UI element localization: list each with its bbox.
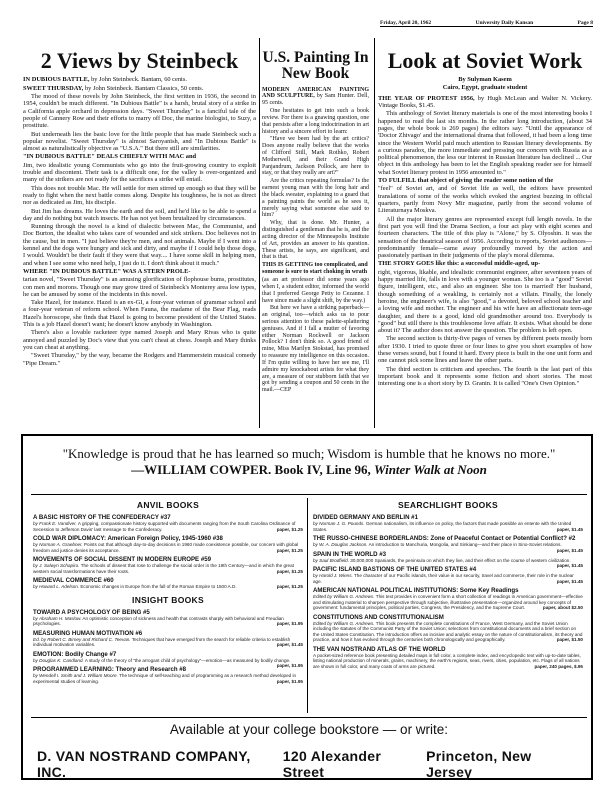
book-title: DIVIDED GERMANY AND BERLIN #1 (313, 514, 418, 521)
quote-work: Winter Walk at Noon (374, 462, 487, 478)
book-summary: The character of our Pacific islands, their value in our security, travel and commerce, their role in the nuclear age. (313, 573, 574, 584)
book-title: PROGRAMMED LEARNING: Theory and Research #8 (33, 666, 187, 673)
insight-books-list (33, 609, 303, 685)
book-description (33, 521, 303, 532)
series-heading: INSIGHT BOOKS (132, 594, 204, 605)
book-summary: This text provides in convenient form a short collection of readings in American government—effective and stimulating material to sharpen perspective through subjective, illustrative presentation—organized around key concepts of government: fundamental principles, political parties, Congress, the Presidency, and the Supreme Court. (313, 594, 583, 610)
book-summary: A pocket-sized reference book presenting detailed maps in full color, a complete index, and encyclopedic text with up-to-date tables, listing national production of minerals, grains, machinery, the earth's regions, seas, rivers, cities, population, etc. Flags of all nations are shown in full color, and many coats of arms are pictured. (313, 652, 581, 669)
paragraph: The mood of these novels by John Steinbeck, the first written in 1936, the second in 1954, couldn't be much different. "In Dubious Battle" is a harsh, brutal story of a strike in a California apple orchard in depression days. "Sweet Thursday" is a fanciful tale of the people of Cannery Row and their efforts to marry off Doc, the marine biologist, to Suzy, a prostitute. (23, 93, 256, 130)
subhead: THIS IS GETTING too complicated, and someone is sure to start choking in wrath (262, 262, 368, 276)
quote-attribution: —WILLIAM COWPER. Book IV, Line 96, (131, 462, 374, 478)
paragraph: "Have we been had by the art critics? Does anyone really believe that the works of Clifford Still, Mark Rothko, Robert Motherwell, and their Grand High Panjandrum, Jackson Pollock, are here to stay, or that they really are art?" (262, 136, 369, 177)
book-author: by Norman J. G. Pounds. (313, 521, 365, 526)
book-summary: Points out that although day-to-day decisions in 1960 made coexistence possible, our concern with global freedom and justice denies its acceptance. (33, 542, 299, 553)
book-author: by J. Salwyn Schapiro. (33, 563, 80, 568)
paragraph: But underneath lies the basic love for the little people that has made Steinbeck such a popular novelist. "Sweet Thursday" is almost Saroyanish, and "In Dubious Battle" is almost as naturalistically objective as "U.S.A." But there still are similarities. (23, 130, 256, 153)
header-paper: University Daily Kansan (475, 20, 534, 26)
paragraph: Why, that is done. Mr. Hunter, a distinguished a gentleman that he is, and the acting director of the Minneapolis Institute of Art, provides an answer to his question. These artists, he says, are significant, and that is that. (262, 220, 369, 261)
column-rule (259, 38, 260, 428)
book-listing (313, 566, 583, 584)
book-listing (313, 646, 583, 670)
book-author: by Norman A. Graebner. (33, 542, 83, 547)
book-summary: An introduction to Manchuria, Mongolia, and Sinkiang—and their place in Sino-Soviet relations. (368, 542, 562, 547)
book-description (313, 557, 583, 568)
book-listing (313, 587, 583, 611)
book-summary: Economic changes in Europe from the fall of the Roman Empire to 1500 A.D. (80, 584, 237, 589)
book-description (33, 584, 303, 590)
searchlight-books-list (313, 514, 583, 669)
soviet-review (378, 50, 592, 426)
book-title: TOWARD A PSYCHOLOGY OF BEING #5 (33, 608, 150, 616)
column-rule (374, 38, 375, 428)
paragraph: Jim, two idealistic young Communists who go into the fruit-growing country to exploit trouble and discontent. Their task is a difficult one, for the valley is over-organized and many of the strikers are not ready for the sacrifices a strike will entail. (23, 161, 256, 184)
paragraph: This does not trouble Mac. He will settle for men stirred up enough so that they will be ready to fight when the next battle comes along. Despite his toughness, he is not as direct nor as dedicated as Jim, his disciple. (23, 184, 256, 207)
book-title: AMERICAN NATIONAL POLITICAL INSTITUTIONS: Some Key Readings (313, 587, 519, 594)
book-listing (33, 577, 303, 590)
book-summary: This book presents the complete constitutions of France, West Germany, and the Soviet Union including the statutes of the Communist Party of the Soviet Union; selections from constitutional documents and a brief section on the United States Constitution. The introduction offers an incisive and analytic essay on the nature of constitutionalism, its theory and practice, and how it has evolved through the centuries both chronologically and geographically. (313, 620, 583, 642)
book-title: A BASIC HISTORY OF THE CONFEDERACY #37 (33, 514, 171, 521)
book-listing (33, 609, 303, 627)
publisher-city: Princeton, New Jersey (426, 748, 532, 780)
book-summary: German nationalism, its influence on policy, the factors that made possible an entente with the United States. (313, 521, 572, 532)
book-entry: IN DUBIOUS BATTLE, by John Steinbeck. Bantam, 60 cents. (23, 76, 187, 84)
book-summary: The schools of dissent that rose to challenge the social order in the 19th Century—and in which the great western social transformations have their roots. (33, 563, 294, 574)
paragraph: Are the critics repeating formulas? Is the earnest young man with the long hair and the black sweater, explaining to a guard that a painting paints the world as he sees it, merely saying what someone else said to him? (262, 178, 369, 219)
book-title: CONSTITUTIONS AND CONSTITUTIONALISM (313, 613, 444, 621)
book-title: MEASURING HUMAN MOTIVATION #6 (33, 629, 143, 637)
book-price: paper, $1.95 (276, 621, 303, 626)
publisher-address: 120 Alexander Street (282, 748, 382, 780)
subhead: WHERE "IN DUBIOUS BATTLE" WAS A STERN PROLE- (23, 267, 191, 275)
headline: Look at Soviet Work (387, 50, 583, 73)
book-description (313, 542, 583, 553)
paragraph: This anthology of Soviet literary materials is one of the most interesting books I happened to read the last six months. In the rather long introduction, (about 34 pages, the whole book is 269 pages) the editors say: "Until the appearance of 'Doctor Zhivago' and the international drama that followed, it had been a long time since the Western World paid much attention to Russian literary developments. By a curious paradox, the more immediate and pressing our concern with Russia as a political phenomenon, the less our interest in Russian literature has declined ... Our object in this anthology has been to let the English speaking reader see for himself what Soviet literary protest in 1956 amounted to." (378, 110, 592, 176)
book-price: paper, 240 pages, $.95 (534, 663, 583, 669)
book-description (33, 673, 303, 684)
availability-line: Available at your college bookstore — or write: (169, 722, 449, 737)
anvil-books-list (33, 514, 303, 590)
book-price: paper, about $2.50 (542, 605, 583, 610)
book-entry: MODERN AMERICAN PAINTING AND SCULPTURE, by Sam Hunter. Dell, 95 cents. (262, 86, 369, 107)
divider (31, 717, 587, 718)
book-author: by W. A. Douglas Jackson. (313, 542, 368, 547)
book-price: paper, $1.25 (276, 547, 303, 553)
ad-quote (35, 446, 583, 479)
book-author: by Saul Brodfield. (313, 557, 350, 563)
book-entry: THE YEAR OF PROTEST 1956, by Hugh McLean and Walter N. Vickery. Vintage Books, $1.45. (378, 94, 592, 110)
byline-affiliation: Cairo, Egypt, graduate student (442, 84, 528, 92)
paragraph: All the major literary genres are represented except full length novels. In the first part you will find the Drama Section, a four act play with eight scenes and fourteen characters. The title of this play is "Alone," by S. Olyoshin. It was the sensation of the theatrical season of 1956. According to reports, Soviet audiences—predominantly female—came away profoundly moved by the action and passionately partisan in their judgments of the play's moral dilemma. (378, 215, 592, 260)
paragraph: Take Hazel, for instance. Hazel is an ex-GI, a four-year veteran of grammar school and a four-year veteran of reform school. When Fauna, the madame of the Bear Flag, reads Hazel's horoscope, she finds that Hazel is going to become president of the United States. This is a job Hazel doesn't want; he doesn't know anybody in Washington. (23, 299, 256, 329)
paragraph: (as an art professor did some years ago when I, a student editor, informed the world that I preferred George Petty to Cezanne. I have since made a slight shift, by the way.) (262, 277, 369, 304)
book-price: paper, $1.45 (556, 526, 583, 532)
book-author: by Wendell I. Smith and J. William Moore. (33, 673, 118, 678)
book-description (313, 521, 583, 532)
divider (31, 494, 587, 495)
book-listing (313, 535, 583, 553)
paragraph: But here we have a striking paperback—an original, too—which asks us to pour serious attention to these palette-splattering geniuses. And if I fall a mutter of favoring either Norman Rockwell or Jackson Pollock? I don't think so. A good friend of mine, Miss Marilyn Stokstad, has promised to reassure my intelligence on this occasion. If I'm quite willing to have her see me, I'll admire my knockabout artists for what they are, a measure of our stubborn faith that we got by sending a coupon and 50 cents in the mail.—CEP (262, 305, 369, 394)
book-summary: An optimistic conception of sickness and health that contrasts sharply with behavioral and Freudian psychologies. (33, 615, 284, 626)
series-heading: ANVIL BOOKS (136, 500, 200, 510)
paragraph: But Jim has dreams. He loves the earth and the soil, and he'd like to be able to spend a day and do nothing but watch insects. He has not yet been brutalized by circumstances. (23, 207, 256, 222)
paragraph: One hesitates to get into such a book review. For there is a gnawing question, one that persists after a long indoctrination in art history and a sincere effort to learn: (262, 108, 369, 135)
paragraph: Running through the novel is a kind of dialectic between Mac, the Communist, and Doc Burton, the idealist who takes care of wounded and sick strikers. Doc believes not in the cause, but in men. "I just believe they're men, and not animals. Maybe if I went into a kennel and the dogs were hungry and sick and dirty, and maybe if I could help those dogs, I would. Wouldn't be their fault if they were that way.... I have some skill in helping men, and when I see some who need help, I just do it. I don't think about it much." (23, 223, 256, 267)
book-price: paper, $1.45 (556, 578, 583, 584)
right-book-list (313, 500, 583, 672)
header-date: Friday, April 20, 1962 (380, 20, 432, 26)
book-author: by Harold J. Wiens. (313, 573, 353, 578)
book-description (313, 621, 583, 643)
book-description (313, 573, 583, 584)
header-page: Page 8 (577, 20, 593, 26)
book-price: paper, $1.95 (276, 678, 303, 684)
paragraph: "Sweet Thursday," by the way, became the Rodgers and Hammerstein musical comedy "Pipe Dream." (23, 352, 256, 367)
book-title: THE RUSSO-CHINESE BORDERLANDS: Zone of Peaceful Contact or Potential Conflict? #2 (313, 535, 576, 542)
paragraph: tarian novel, "Sweet Thursday" is an amusing glorification of flophouse bums, prostitutes, con men and morons. Though one may grow tired of Steinbeck's Monterey area low types, he can be amused by some of the incidents in this novel. (23, 276, 256, 298)
book-description (33, 637, 303, 648)
book-title: EMOTION: Bodily Change #7 (33, 650, 117, 658)
book-description (33, 657, 303, 668)
painting-review (262, 50, 369, 426)
book-title: COLD WAR DIPLOMACY: American Foreign Policy, 1945-1960 #38 (33, 535, 223, 542)
quote-text: "Knowledge is proud that he has learned so much; Wisdom is humble that he knows no more." (62, 446, 556, 461)
book-price: paper, $1.25 (276, 526, 303, 532)
book-author: by Douglas K. Candland. (33, 657, 84, 663)
book-listing (33, 666, 303, 684)
book-price: paper, $1.45 (556, 547, 583, 553)
book-listing (313, 614, 583, 643)
book-listing (33, 514, 303, 532)
book-description (313, 653, 583, 670)
publisher-name: D. VAN NOSTRAND COMPANY, INC. (37, 748, 251, 780)
book-author: Edited by William G. Andrews. (313, 620, 375, 626)
steinbeck-review (23, 50, 256, 426)
publisher-line (37, 748, 581, 780)
headline: 2 Views by Steinbeck (40, 50, 239, 73)
book-entry: SWEET THURSDAY, by John Steinbeck. Bantam Classics, 50 cents. (23, 84, 204, 92)
book-listing (33, 630, 303, 648)
book-price: paper, $1.95 (276, 663, 303, 668)
book-summary: A study of the theory of "the arrogant child of psychology"—emotion—as measured by bodily change. (84, 657, 291, 663)
subhead: TO FULFILL that object of giving the reader some notion of the (378, 177, 554, 185)
book-price: paper, $1.50 (556, 637, 583, 642)
book-author: Edited by William G. Andrews. (313, 594, 375, 599)
book-listing (313, 514, 583, 532)
book-summary: 30,000,000 Spaniards, the peninsula on which they live, and their effect on the course of western civilization. (350, 557, 571, 563)
book-author: by Abraham H. Maslow. (33, 615, 82, 621)
book-price: paper, $1.25 (276, 568, 303, 574)
paragraph: "feel" of Soviet art, and of Soviet life as well, the editors have presented translations of some of the works which evoked the angriest buzzing in official quarters, partly from Novy Mir magazine, partly from the second volume of Literaturnaya Moskva. (378, 185, 592, 215)
book-summary: Techniques that have emerged from the search for reliable criteria to establish individual motivation variables. (33, 636, 291, 647)
paragraph: The second section is thirty-five pages of verses by different poets mostly born after 1930. I tried to quote three or four lines to give you short examples of how these verses sound, but I found it hard. Every piece is built in the one unit form and one cannot pick some lines and leave the other parts. (378, 335, 592, 365)
paragraph: right, vigorous, likable, and idealistic communist engineer, after seventeen years of happy married life, falls in love with a younger woman. She too is a "good" Soviet figure, intelligent, etc., and also an engineer. She too is married! Her husband, though something of a weakling, is certainly not a villain. Finally, the lonely heroine, the engineer's wife, is also "good," a devoted, beloved school teacher and a loving wife and mother. The engineer and his wife have an affectionate teen-age daughter, and there is a good, kind old grandmother around too. Everybody is "good" but still there is this troublesome love affair. It exists. What should be done about it? The author does not answer the question. The problem is left open. (378, 268, 592, 335)
book-description (33, 563, 303, 574)
left-book-list (33, 500, 303, 687)
book-title: MOVEMENTS OF SOCIAL DISSENT IN MODERN EUROPE #59 (33, 556, 211, 563)
book-listing (33, 535, 303, 553)
book-price: paper, $1.45 (556, 563, 583, 568)
series-heading: SEARCHLIGHT BOOKS (397, 500, 499, 510)
book-description (33, 616, 303, 627)
book-price: paper, $1.25 (276, 584, 303, 589)
book-listing (313, 550, 583, 568)
book-price: paper, $1.45 (276, 642, 303, 647)
book-summary: The technique of self-teaching and of programming as a research method developed in experimental studies of learning. (33, 673, 297, 684)
book-listing (33, 650, 303, 668)
paragraph: The third section is criticism and speeches. The fourth is the last part of this important book and it represents some fiction and short stories. The most interesting one is a short story by D. Granin. It is called "One's Own Opinion." (378, 365, 592, 388)
newspaper-page (9, 8, 593, 780)
paragraph: There's also a lovable racketeer type named Joseph and Mary Rivas who is quite annoyed and puzzled by Doc's view that you can't cheat at chess. Joseph and Mary thinks you can cheat at anything. (23, 329, 256, 351)
subhead: "IN DUBIOUS BATTLE" DEALS CHIEFLY WITH MAC and (23, 153, 197, 161)
book-title: MEDIEVAL COMMERCE #60 (33, 577, 114, 584)
byline: By Sulyman Kasem (458, 76, 512, 84)
book-listing (33, 556, 303, 574)
book-title: PACIFIC ISLAND BASTIONS OF THE UNITED STATES #4 (313, 566, 477, 573)
publisher-advertisement (21, 434, 593, 780)
column-divider (307, 498, 308, 713)
page-header (380, 20, 593, 27)
headline: U.S. Painting In New Book (262, 50, 369, 83)
book-summary: A gripping, compassionate history supported with documents ranging from the South Carolina Ordinance of Secession to Jefferson Davis' last message to the Confederacy. (33, 521, 296, 532)
book-title: THE VAN NOSTRAND ATLAS OF THE WORLD (313, 645, 446, 653)
book-author: by Frank E. Vandiver. (33, 521, 77, 526)
subhead: THE STORY GOES like this: a successful middle-aged, up- (378, 260, 541, 268)
book-description (33, 542, 303, 553)
book-title: SPAIN IN THE WORLD #3 (313, 550, 387, 558)
book-author: by Howard L. Adelson. (33, 584, 80, 589)
book-author: Ed. by Robert C. Birney and Richard C. Teevan. (33, 636, 131, 642)
book-description (313, 594, 583, 611)
